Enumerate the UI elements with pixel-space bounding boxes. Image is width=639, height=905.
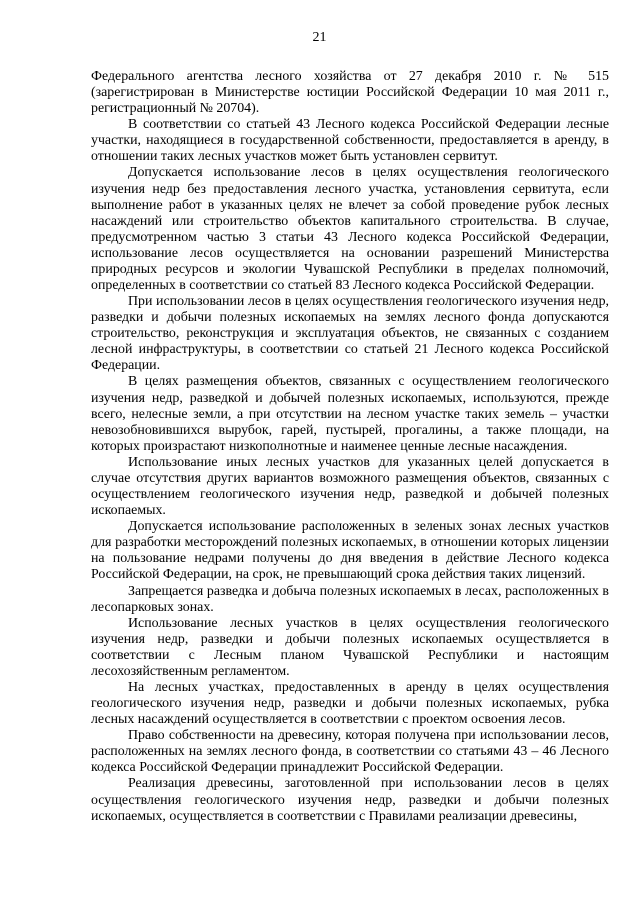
paragraph-forest-plan-compliance: Использование лесных участков в целях осуществления геологического изучения недр, разведки и добычи полезных ископаемых осуществляется в соответствии с Лесным планом Чувашской Республики и настоящим лесохозяйственным регламентом. [91, 615, 609, 679]
paragraph-green-zones: Допускается использование расположенных в зеленых зонах лесных участков для разработки месторождений полезных ископаемых, в отношении которых лицензии на пользование недрами получены до дня введения в действие Лесного кодекса Российской Федерации, на срок, не превышающий срока действия таких лицензий. [91, 519, 609, 583]
page-number: 21 [312, 30, 327, 45]
paragraph-forest-park-prohibition: Запрещается разведка и добыча полезных ископаемых в лесах, расположенных в лесопарковых зонах. [91, 583, 609, 615]
paragraph-construction-allowed: При использовании лесов в целях осуществления геологического изучения недр, разведки и добычи полезных ископаемых на землях лесного фонда допускаются строительство, реконструкция и эксплуатация объектов, не связанных с созданием лесной инфраструктуры, в соответствии со статьей 21 Лесного кодекса Российской Федерации. [91, 294, 609, 374]
document-body [91, 69, 609, 825]
paragraph-article-43-lease: В соответствии со статьей 43 Лесного кодекса Российской Федерации лесные участки, находящиеся в государственной собственности, предоставляется в аренду, в отношении таких лесных участков может быть установлен сервитут. [91, 117, 609, 165]
paragraph-wood-sale: Реализация древесины, заготовленной при использовании лесов в целях осуществления геологического изучения недр, разведки и добычи полезных ископаемых, осуществляется в соответствии с Правилами реализации древесины, [91, 776, 609, 824]
paragraph-wood-ownership: Право собственности на древесину, которая получена при использовании лесов, расположенных на землях лесного фонда, в соответствии со статьями 43 – 46 Лесного кодекса Российской Федерации принадлежит Российской Федерации. [91, 728, 609, 776]
paragraph-placement-of-objects: В целях размещения объектов, связанных с осуществлением геологического изучения недр, разведкой и добычей полезных ископаемых, используются, прежде всего, нелесные земли, а при отсутствии на лесном участке таких земель – участки невозобновившихся вырубок, гарей, пустырей, прогалины, а также площади, на которых произрастают низкополнотные и наименее ценные лесные насаждения. [91, 374, 609, 454]
paragraph-continuation: Федерального агентства лесного хозяйства от 27 декабря 2010 г. № 515 (зарегистрирован в Министерстве юстиции Российской Федерации 10 мая 2011 г., регистрационный № 20704). [91, 69, 609, 117]
paragraph-geological-study-permission: Допускается использование лесов в целях осуществления геологического изучения недр без предоставления лесного участка, установления сервитута, если выполнение работ в указанных целях не влечет за собой проведение рубок лесных насаждений или строительство объектов капитального строительства. В случае, предусмотренном частью 3 статьи 43 Лесного кодекса Российской Федерации, использование лесов осуществляется на основании разрешений Министерства природных ресурсов и экологии Чувашской Республики в пределах полномочий, определенных в соответствии со статьей 83 Лесного кодекса Российской Федерации. [91, 165, 609, 294]
paragraph-leased-plots-felling: На лесных участках, предоставленных в аренду в целях осуществления геологического изучения недр, разведки и добычи полезных ископаемых, рубка лесных насаждений осуществляется в соответствии с проектом освоения лесов. [91, 679, 609, 728]
paragraph-other-plots: Использование иных лесных участков для указанных целей допускается в случае отсутствия других вариантов возможного размещения объектов, связанных с осуществлением геологического изучения недр, разведкой и добычей полезных ископаемых. [91, 454, 609, 519]
